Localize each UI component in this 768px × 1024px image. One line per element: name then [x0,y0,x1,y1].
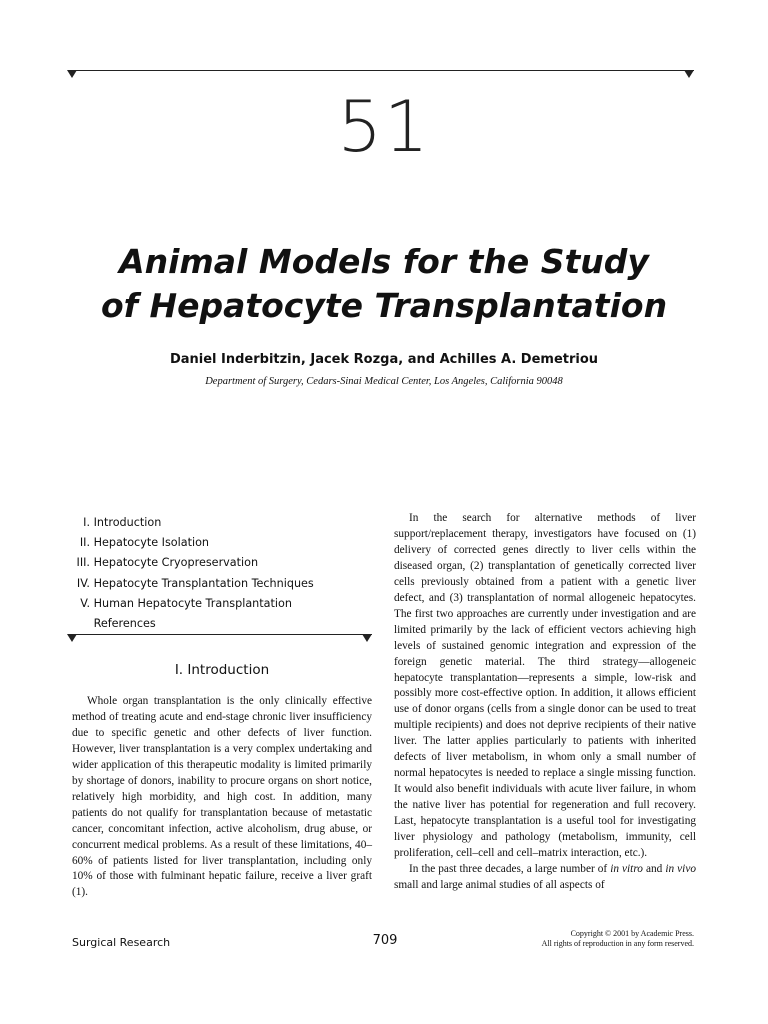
text-span: small and large animal studies of all aspects of [394,878,605,891]
chapter-title-line-2: of Hepatocyte Transplantation [100,286,668,325]
italic-term: in vitro [610,862,643,875]
toc-rule-right-marker-icon [362,634,372,642]
copyright-line-2: All rights of reproduction in any form reserved. [541,939,694,948]
toc-rule-left-marker-icon [67,634,77,642]
toc-label: Hepatocyte Isolation [93,536,210,550]
footer-book-title: Surgical Research [72,936,171,949]
toc-label: Introduction [93,516,162,529]
body-paragraph-2 [394,862,696,894]
toc-item [70,574,314,594]
toc-label: Hepatocyte Transplantation Techniques [93,576,314,590]
section-heading: I. Introduction [174,662,270,678]
toc-item [70,533,314,553]
top-left-marker-icon [67,70,77,78]
top-rule [72,70,694,71]
toc-item [70,513,314,533]
chapter-number: 51 [337,86,431,168]
right-column [394,511,696,894]
toc-number: II. [79,536,90,550]
intro-paragraph: Whole organ transplantation is the only clinically effective method of treating acute and end-stage chronic liver insufficiency due to specific genetic and other defects of liver function. However, liver transplantation is a very complex undertaking and wider application of this therapeutic modality is limited primarily by shortage of donors, inability to procure organs on short notice, relatively high morbidity, and high cost. In addition, many patients do not qualify for transplantation because of metastatic cancer, concomitant infection, active alcoholism, drug abuse, or concurrent medical problems. As a result of these limitations, 40–60% of patients listed for liver transplantation, including only 10% of those with fulminant hepatic failure, receive a liver graft (1). [72,695,372,899]
italic-term: in vivo [665,862,696,875]
affiliation: Department of Surgery, Cedars-Sinai Medical Center, Los Angeles, California 90048 [205,376,563,387]
chapter-title-line-1: Animal Models for the Study [119,242,649,281]
table-of-contents [70,513,314,634]
text-span: In the past three decades, a large number of [409,862,611,875]
toc-label: Hepatocyte Cryopreservation [93,556,259,570]
page-number: 709 [372,933,398,948]
toc-number: V. [80,596,90,610]
toc-number: III. [76,556,90,570]
author-list: Daniel Inderbitzin, Jacek Rozga, and Achilles A. Demetriou [169,352,599,367]
chapter-title [40,240,728,328]
top-right-marker-icon [684,70,694,78]
toc-number: I. [83,516,90,529]
toc-label: References [93,617,156,631]
copyright-line-1: Copyright © 2001 by Academic Press. [570,929,694,938]
toc-item [70,553,314,573]
toc-item [70,594,314,614]
toc-label: Human Hepatocyte Transplantation [93,596,292,610]
toc-number: IV. [76,576,90,590]
body-paragraph: In the search for alternative methods of liver support/replacement therapy, investigators have focused on (1) delivery of corrected genes directly to liver cells within the diseased organ, (2) transplantation of genetically corrected liver cells previously obtained from a patient with a genetic liver defect, and (3) transplantation of normal allogeneic hepatocytes. The first two approaches are currently under investigation and are limited primarily by the lack of efficient vectors achieving high levels of sustained genomic integration and expression of the foreign genetic material. The third strategy—allogeneic hepatocyte transplantation—represents a simple, low-risk and possibly more cost-effective option. In addition, it allows efficient use of donor organs (cells from a single donor can be used to treat multiple recipients) and does not deprive recipients of their native liver. The latter applies particularly to patients with inherited defects of liver metabolism, in whom only a small number of normal hepatocytes is needed to replace a single missing function. It would also benefit individuals with acute liver failure, in whom the native liver has potential for regeneration and full recovery. Last, hepatocyte transplantation is a useful tool for investigating liver physiology and pathology (metabolism, immunity, cell proliferation, cell–cell and cell–matrix interaction, etc.). [394,512,696,860]
toc-rule [72,634,372,635]
left-column [72,694,372,901]
text-span: and [642,862,666,875]
copyright-notice [542,929,694,949]
toc-item [70,614,314,634]
